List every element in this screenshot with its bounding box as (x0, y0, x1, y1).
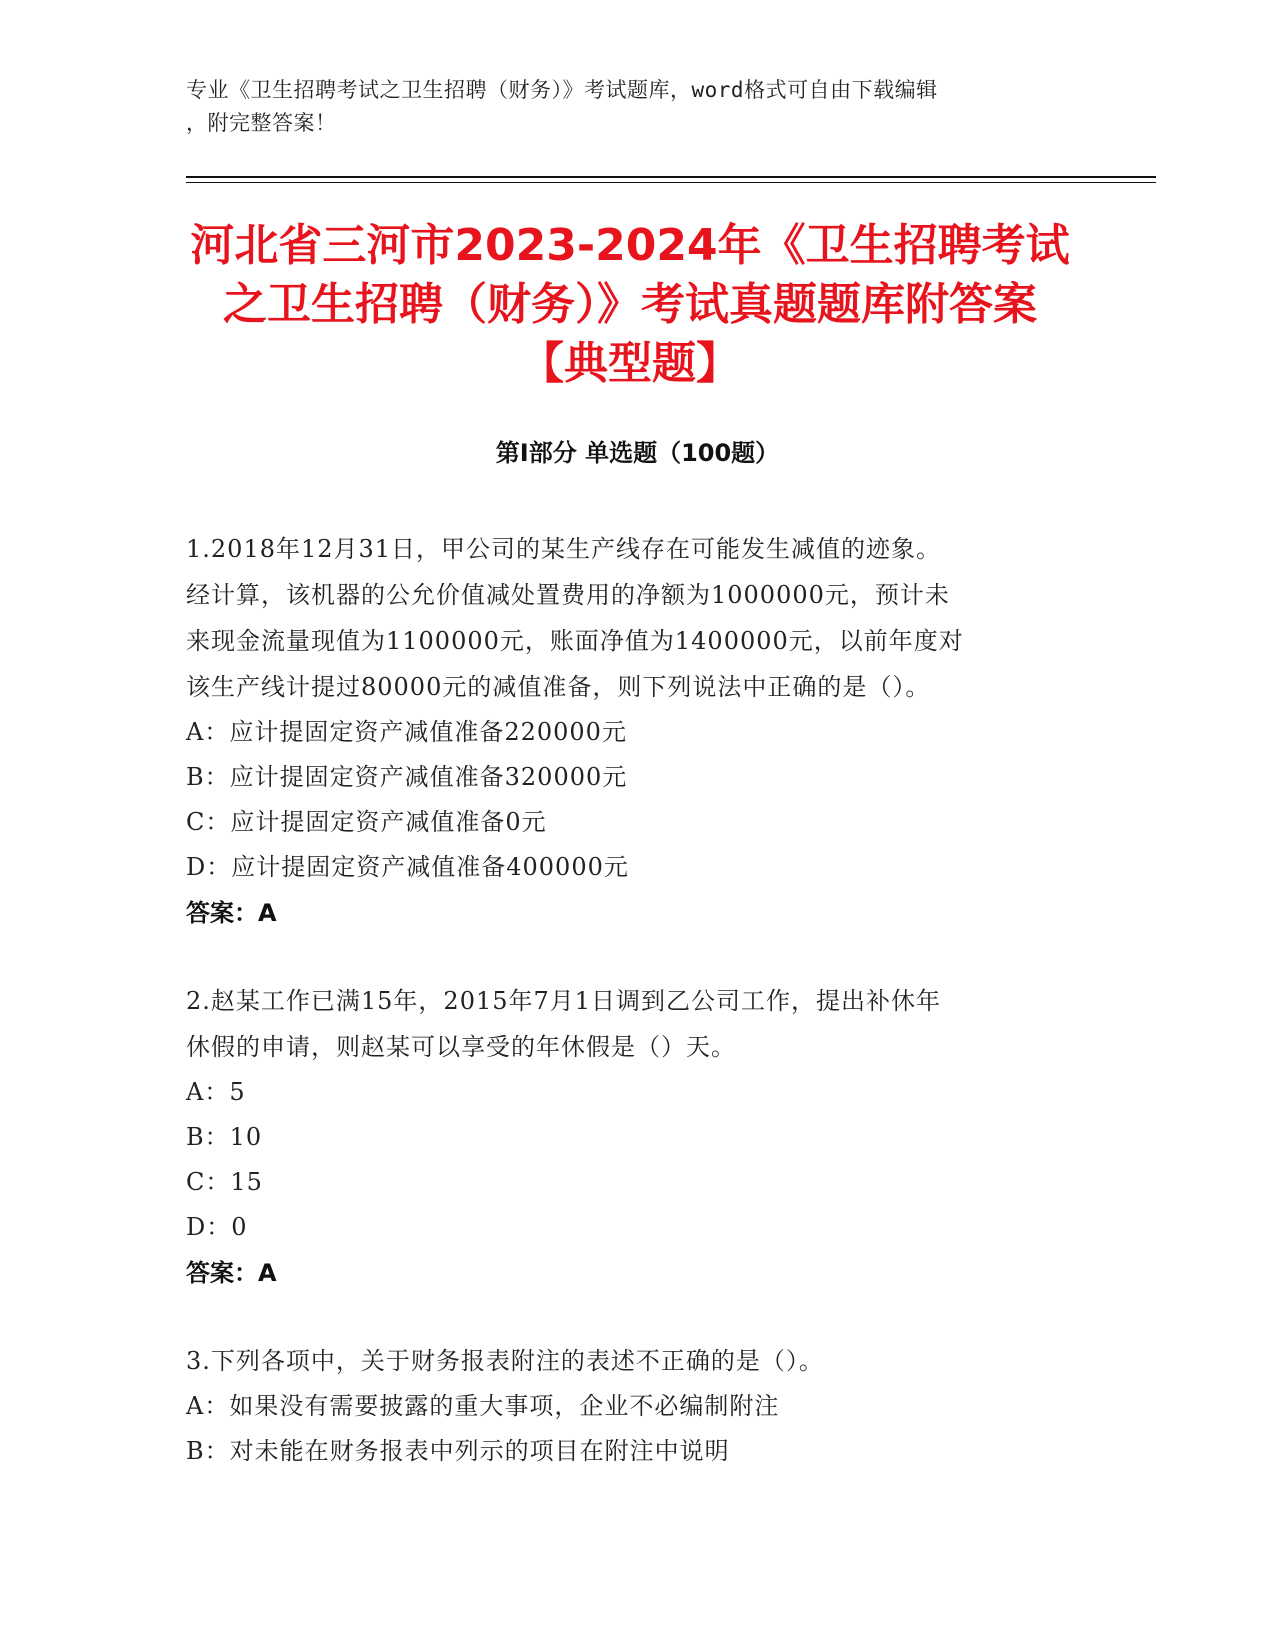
option-b: B：对未能在财务报表中列示的项目在附注中说明 (186, 1437, 730, 1465)
header-divider-thin (186, 182, 1156, 183)
question-2 (186, 978, 1076, 1296)
answer-line: 答案：A (186, 899, 277, 927)
question-stem-line: 该生产线计提过80000元的减值准备，则下列说法中正确的是（）。 (186, 673, 931, 701)
header-note-line-1: 专业《卫生招聘考试之卫生招聘（财务）》考试题库，word格式可自由下载编辑 (186, 78, 938, 102)
header-divider-thick (186, 176, 1156, 178)
question-stem-line: 1.2018年12月31日，甲公司的某生产线存在可能发生减值的迹象。 (186, 535, 942, 563)
question-list (186, 526, 1076, 1474)
question-spacer (186, 1296, 1076, 1338)
question-1 (186, 526, 1076, 936)
option-c: C：应计提固定资产减值准备0元 (186, 808, 547, 836)
question-stem-line: 休假的申请，则赵某可以享受的年休假是（）天。 (186, 1033, 736, 1061)
question-spacer (186, 936, 1076, 978)
question-3 (186, 1338, 1076, 1474)
title-line-3: 【典型题】 (520, 338, 740, 389)
option-d: D：应计提固定资产减值准备400000元 (186, 853, 629, 881)
title-line-2: 之卫生招聘（财务）》考试真题题库附答案 (223, 279, 1037, 330)
option-a: A：5 (186, 1078, 246, 1106)
option-b: B：10 (186, 1123, 263, 1151)
answer-line: 答案：A (186, 1259, 277, 1287)
header-note-line-2: ，附完整答案！ (186, 111, 337, 135)
question-stem-line: 来现金流量现值为1100000元，账面净值为1400000元，以前年度对 (186, 627, 964, 655)
question-stem-line: 2.赵某工作已满15年，2015年7月1日调到乙公司工作，提出补休年 (186, 987, 942, 1015)
option-c: C：15 (186, 1168, 263, 1196)
option-a: A：如果没有需要披露的重大事项，企业不必编制附注 (186, 1392, 780, 1420)
option-d: D：0 (186, 1213, 248, 1241)
document-title (160, 216, 1100, 393)
option-b: B：应计提固定资产减值准备320000元 (186, 763, 628, 791)
question-stem-line: 3.下列各项中，关于财务报表附注的表述不正确的是（）。 (186, 1347, 824, 1375)
section-heading: 第Ⅰ部分 单选题（100题） (495, 439, 780, 467)
option-a: A：应计提固定资产减值准备220000元 (186, 718, 627, 746)
title-line-1: 河北省三河市2023-2024年《卫生招聘考试 (190, 220, 1070, 271)
header-note (186, 74, 1066, 140)
question-stem-line: 经计算，该机器的公允价值减处置费用的净额为1000000元，预计未 (186, 581, 950, 609)
